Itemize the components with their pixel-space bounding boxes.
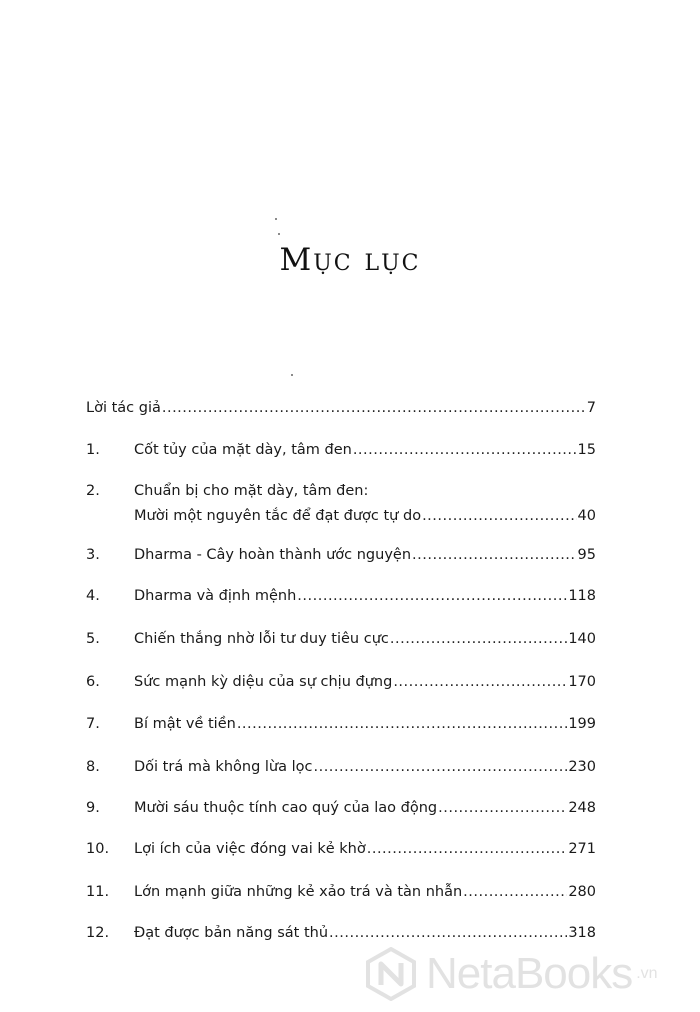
toc-entry-title: Mười một nguyên tắc để đạt được tự do <box>134 508 422 524</box>
toc-page-number: 248 <box>568 800 596 816</box>
toc-intro-text: Lời tác giả <box>86 400 161 416</box>
toc-line <box>134 757 596 777</box>
toc-entry-title: Dharma - Cây hoàn thành ước nguyện <box>134 547 412 563</box>
dot-leader <box>313 757 567 777</box>
toc-entry-number: 12. <box>86 925 110 941</box>
dot-leader <box>463 882 567 902</box>
toc-line <box>134 586 596 606</box>
toc-line <box>134 440 596 460</box>
print-speck <box>291 374 293 376</box>
page-title: Mục lục <box>279 242 421 278</box>
toc-page-number: 95 <box>577 547 596 563</box>
toc-page-number: 140 <box>568 631 596 647</box>
dot-leader <box>237 714 567 734</box>
toc-entry-title: Mười sáu thuộc tính cao quý của lao động <box>134 800 438 816</box>
toc-entry-title: Lợi ích của việc đóng vai kẻ khờ <box>134 841 366 857</box>
toc-entry-title: Dharma và định mệnh <box>134 588 297 604</box>
dot-leader <box>393 672 567 692</box>
dot-leader <box>329 923 567 943</box>
toc-entry-number: 10. <box>86 841 110 857</box>
print-speck <box>278 233 280 235</box>
toc-entry-title: Cốt tủy của mặt dày, tâm đen <box>134 442 352 458</box>
toc-entry-number: 11. <box>86 884 110 900</box>
toc-page-number: 118 <box>568 588 596 604</box>
toc-entry-number: 6. <box>86 674 100 690</box>
toc-line <box>134 672 596 692</box>
toc-entry-title: Dối trá mà không lừa lọc <box>134 759 313 775</box>
toc-entry-title: Lớn mạnh giữa những kẻ xảo trá và tàn nhẫn <box>134 884 463 900</box>
toc-entry-number: 9. <box>86 800 100 816</box>
toc-entry-number: 1. <box>86 442 100 458</box>
toc-line <box>134 714 596 734</box>
dot-leader <box>297 586 567 606</box>
dot-leader <box>390 629 567 649</box>
toc-entry-number: 7. <box>86 716 100 732</box>
toc-entry-number: 3. <box>86 547 100 563</box>
dot-leader <box>367 839 568 859</box>
toc-line <box>86 398 596 418</box>
toc-page-number: 318 <box>568 925 596 941</box>
toc-page-number: 230 <box>568 759 596 775</box>
toc-page-number: 15 <box>577 442 596 458</box>
toc-page-number: 40 <box>577 508 596 524</box>
toc-page-number: 271 <box>568 841 596 857</box>
toc-page-number: 7 <box>586 400 596 416</box>
toc-entry-title-line: Chuẩn bị cho mặt dày, tâm đen: <box>134 483 369 499</box>
watermark-suffix: .vn <box>636 965 658 982</box>
toc-entry-title: Bí mật về tiền <box>134 716 236 732</box>
toc-line <box>134 798 596 818</box>
dot-leader <box>438 798 567 818</box>
dot-leader <box>412 545 577 565</box>
toc-entry-title: Chiến thắng nhờ lỗi tư duy tiêu cực <box>134 631 389 647</box>
toc-line <box>134 839 596 859</box>
dot-leader <box>422 506 576 526</box>
toc-line <box>134 882 596 902</box>
toc-page-number: 170 <box>568 674 596 690</box>
toc-entry-number: 2. <box>86 483 100 499</box>
toc-entry-number: 5. <box>86 631 100 647</box>
toc-line <box>134 545 596 565</box>
toc-line <box>134 923 596 943</box>
dot-leader <box>353 440 577 460</box>
print-speck <box>275 218 277 220</box>
watermark-brand: NetaBooks <box>426 949 633 998</box>
toc-page-number: 280 <box>568 884 596 900</box>
toc-line <box>134 506 596 526</box>
watermark <box>364 944 700 1004</box>
toc-page-number: 199 <box>568 716 596 732</box>
toc-entry-title: Sức mạnh kỳ diệu của sự chịu đựng <box>134 674 393 690</box>
toc-entry-title: Đạt được bản năng sát thủ <box>134 925 329 941</box>
dot-leader <box>162 398 586 418</box>
netabooks-logo-icon <box>364 947 418 1001</box>
toc-entry-number: 4. <box>86 588 100 604</box>
toc-line <box>134 629 596 649</box>
toc-entry-number: 8. <box>86 759 100 775</box>
